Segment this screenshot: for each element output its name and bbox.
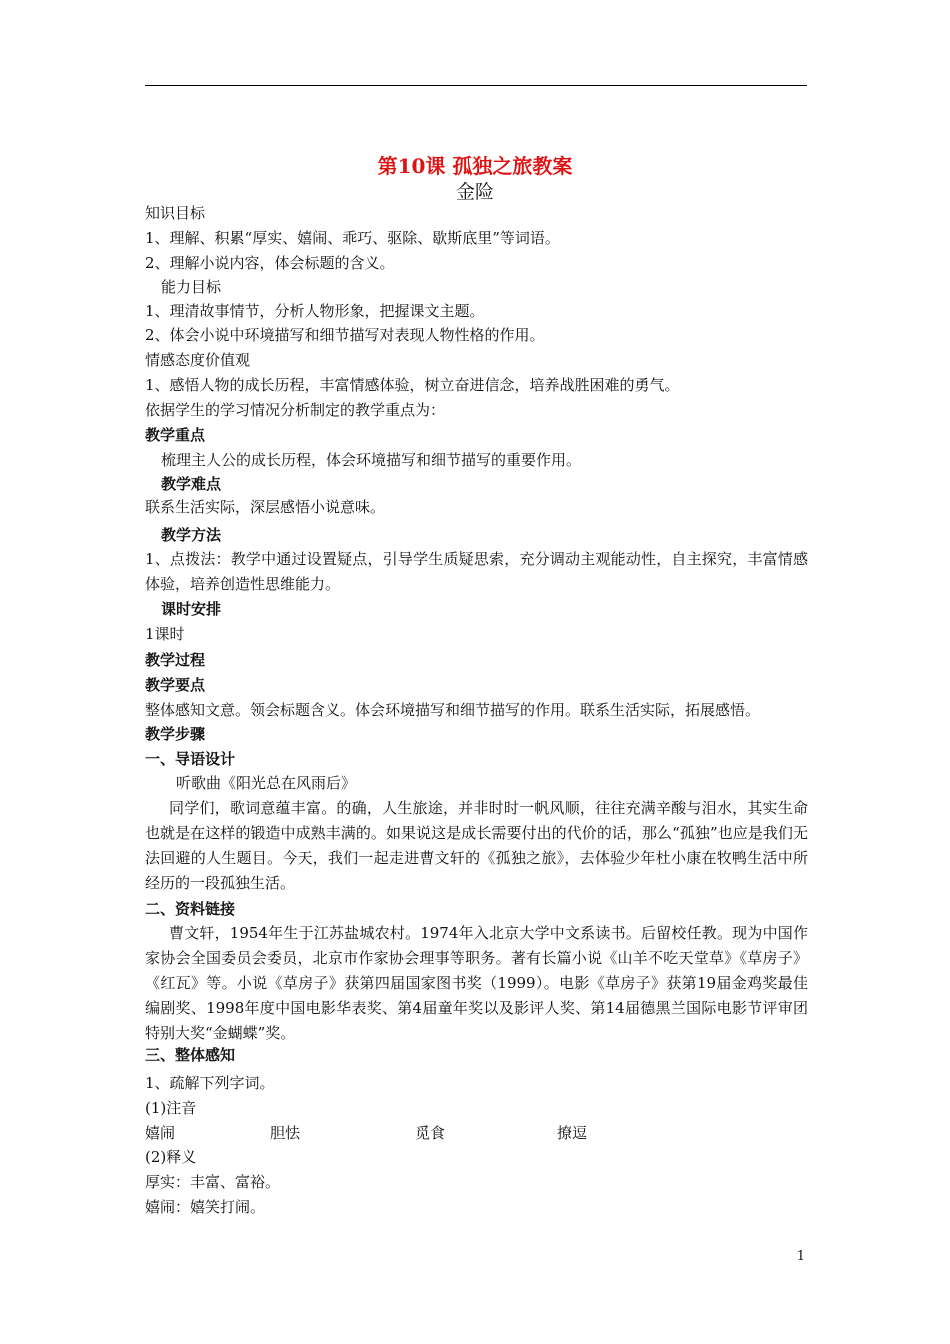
page-number: 1 bbox=[796, 1249, 805, 1264]
method-text: 1、点拨法：教学中通过设置疑点，引导学生质疑思索，充分调动主观能动性，自主探究，丰富情感体验，培养创造性思维能力。 bbox=[145, 550, 808, 593]
focus-heading: 教学重点 bbox=[145, 426, 206, 444]
section-3-item-1: 1、疏解下列字词。 bbox=[145, 1074, 275, 1092]
header-rule bbox=[145, 85, 807, 86]
steps-heading: 教学步骤 bbox=[145, 725, 206, 743]
basis-text: 依据学生的学习情况分析制定的教学重点为： bbox=[145, 401, 446, 419]
vocab-word: 觅食 bbox=[415, 1124, 446, 1142]
schedule-heading: 课时安排 bbox=[161, 600, 222, 618]
definition-1: 厚实：丰富、富裕。 bbox=[145, 1173, 281, 1191]
difficulty-heading: 教学难点 bbox=[161, 475, 222, 493]
points-heading: 教学要点 bbox=[145, 676, 206, 694]
vocab-word: 胆怯 bbox=[270, 1124, 301, 1142]
vocab-word: 撩逗 bbox=[557, 1124, 588, 1142]
vocab-word: 嬉闹 bbox=[145, 1124, 176, 1142]
section-1-heading: 一、导语设计 bbox=[145, 750, 236, 768]
knowledge-item-2: 2、理解小说内容，体会标题的含义。 bbox=[145, 254, 395, 272]
difficulty-text: 联系生活实际，深层感悟小说意味。 bbox=[145, 498, 386, 516]
process-heading: 教学过程 bbox=[145, 651, 206, 669]
definition-2: 嬉闹：嬉笑打闹。 bbox=[145, 1198, 266, 1216]
emotion-item-1: 1、感悟人物的成长历程，丰富情感体验，树立奋进信念，培养战胜困难的勇气。 bbox=[145, 376, 680, 394]
author-name: 金险 bbox=[455, 181, 494, 203]
knowledge-item-1: 1、理解、积累“厚实、嬉闹、乖巧、驱除、歇斯底里”等词语。 bbox=[145, 229, 560, 247]
song-line: 听歌曲《阳光总在风雨后》 bbox=[176, 774, 357, 792]
ability-heading: 能力目标 bbox=[161, 278, 222, 296]
emotion-heading: 情感态度价值观 bbox=[145, 351, 251, 369]
pronunciation-label: (1)注音 bbox=[145, 1099, 197, 1117]
document-title: 第10课 孤独之旅教案 bbox=[377, 154, 573, 178]
section-2-heading: 二、资料链接 bbox=[145, 900, 236, 918]
intro-paragraph: 同学们，歌词意蕴丰富。的确，人生旅途，并非时时一帆风顺，往往充满辛酸与泪水，其实生命也就是在这样的锻造中成熟丰满的。如果说这是成长需要付出的代价的话，那么“孤独”也应是我们无法回避的人生题目。今天，我们一起走进曹文轩的《孤独之旅》，去体验少年杜小康在牧鸭生活中所经历的一段孤独生活。 bbox=[145, 799, 808, 892]
ability-item-1: 1、理清故事情节，分析人物形象，把握课文主题。 bbox=[145, 302, 485, 320]
method-heading: 教学方法 bbox=[161, 526, 222, 544]
ability-item-2: 2、体会小说中环境描写和细节描写对表现人物性格的作用。 bbox=[145, 326, 545, 344]
schedule-text: 1课时 bbox=[145, 625, 185, 643]
focus-text: 梳理主人公的成长历程，体会环境描写和细节描写的重要作用。 bbox=[161, 451, 582, 469]
section-3-heading: 三、整体感知 bbox=[145, 1046, 236, 1064]
points-text: 整体感知文意。领会标题含义。体会环境描写和细节描写的作用。联系生活实际，拓展感悟。 bbox=[145, 701, 761, 719]
author-bio-paragraph: 曹文轩，1954年生于江苏盐城农村。1974年入北京大学中文系读书。后留校任教。现为中国作家协会全国委员会委员，北京市作家协会理事等职务。著有长篇小说《山羊不吃天堂草》《草房子》《红瓦》等。小说《草房子》获第四届国家图书奖（1999）。电影《草房子》获第19届金鸡奖最佳编剧奖、1998年度中国电影华表奖、第4届童年奖以及影评人奖、第14届德黑兰国际电影节评审团特别大奖“金蝴蝶”奖。 bbox=[145, 924, 808, 1042]
definition-label: (2)释义 bbox=[145, 1148, 197, 1166]
knowledge-heading: 知识目标 bbox=[145, 204, 206, 222]
